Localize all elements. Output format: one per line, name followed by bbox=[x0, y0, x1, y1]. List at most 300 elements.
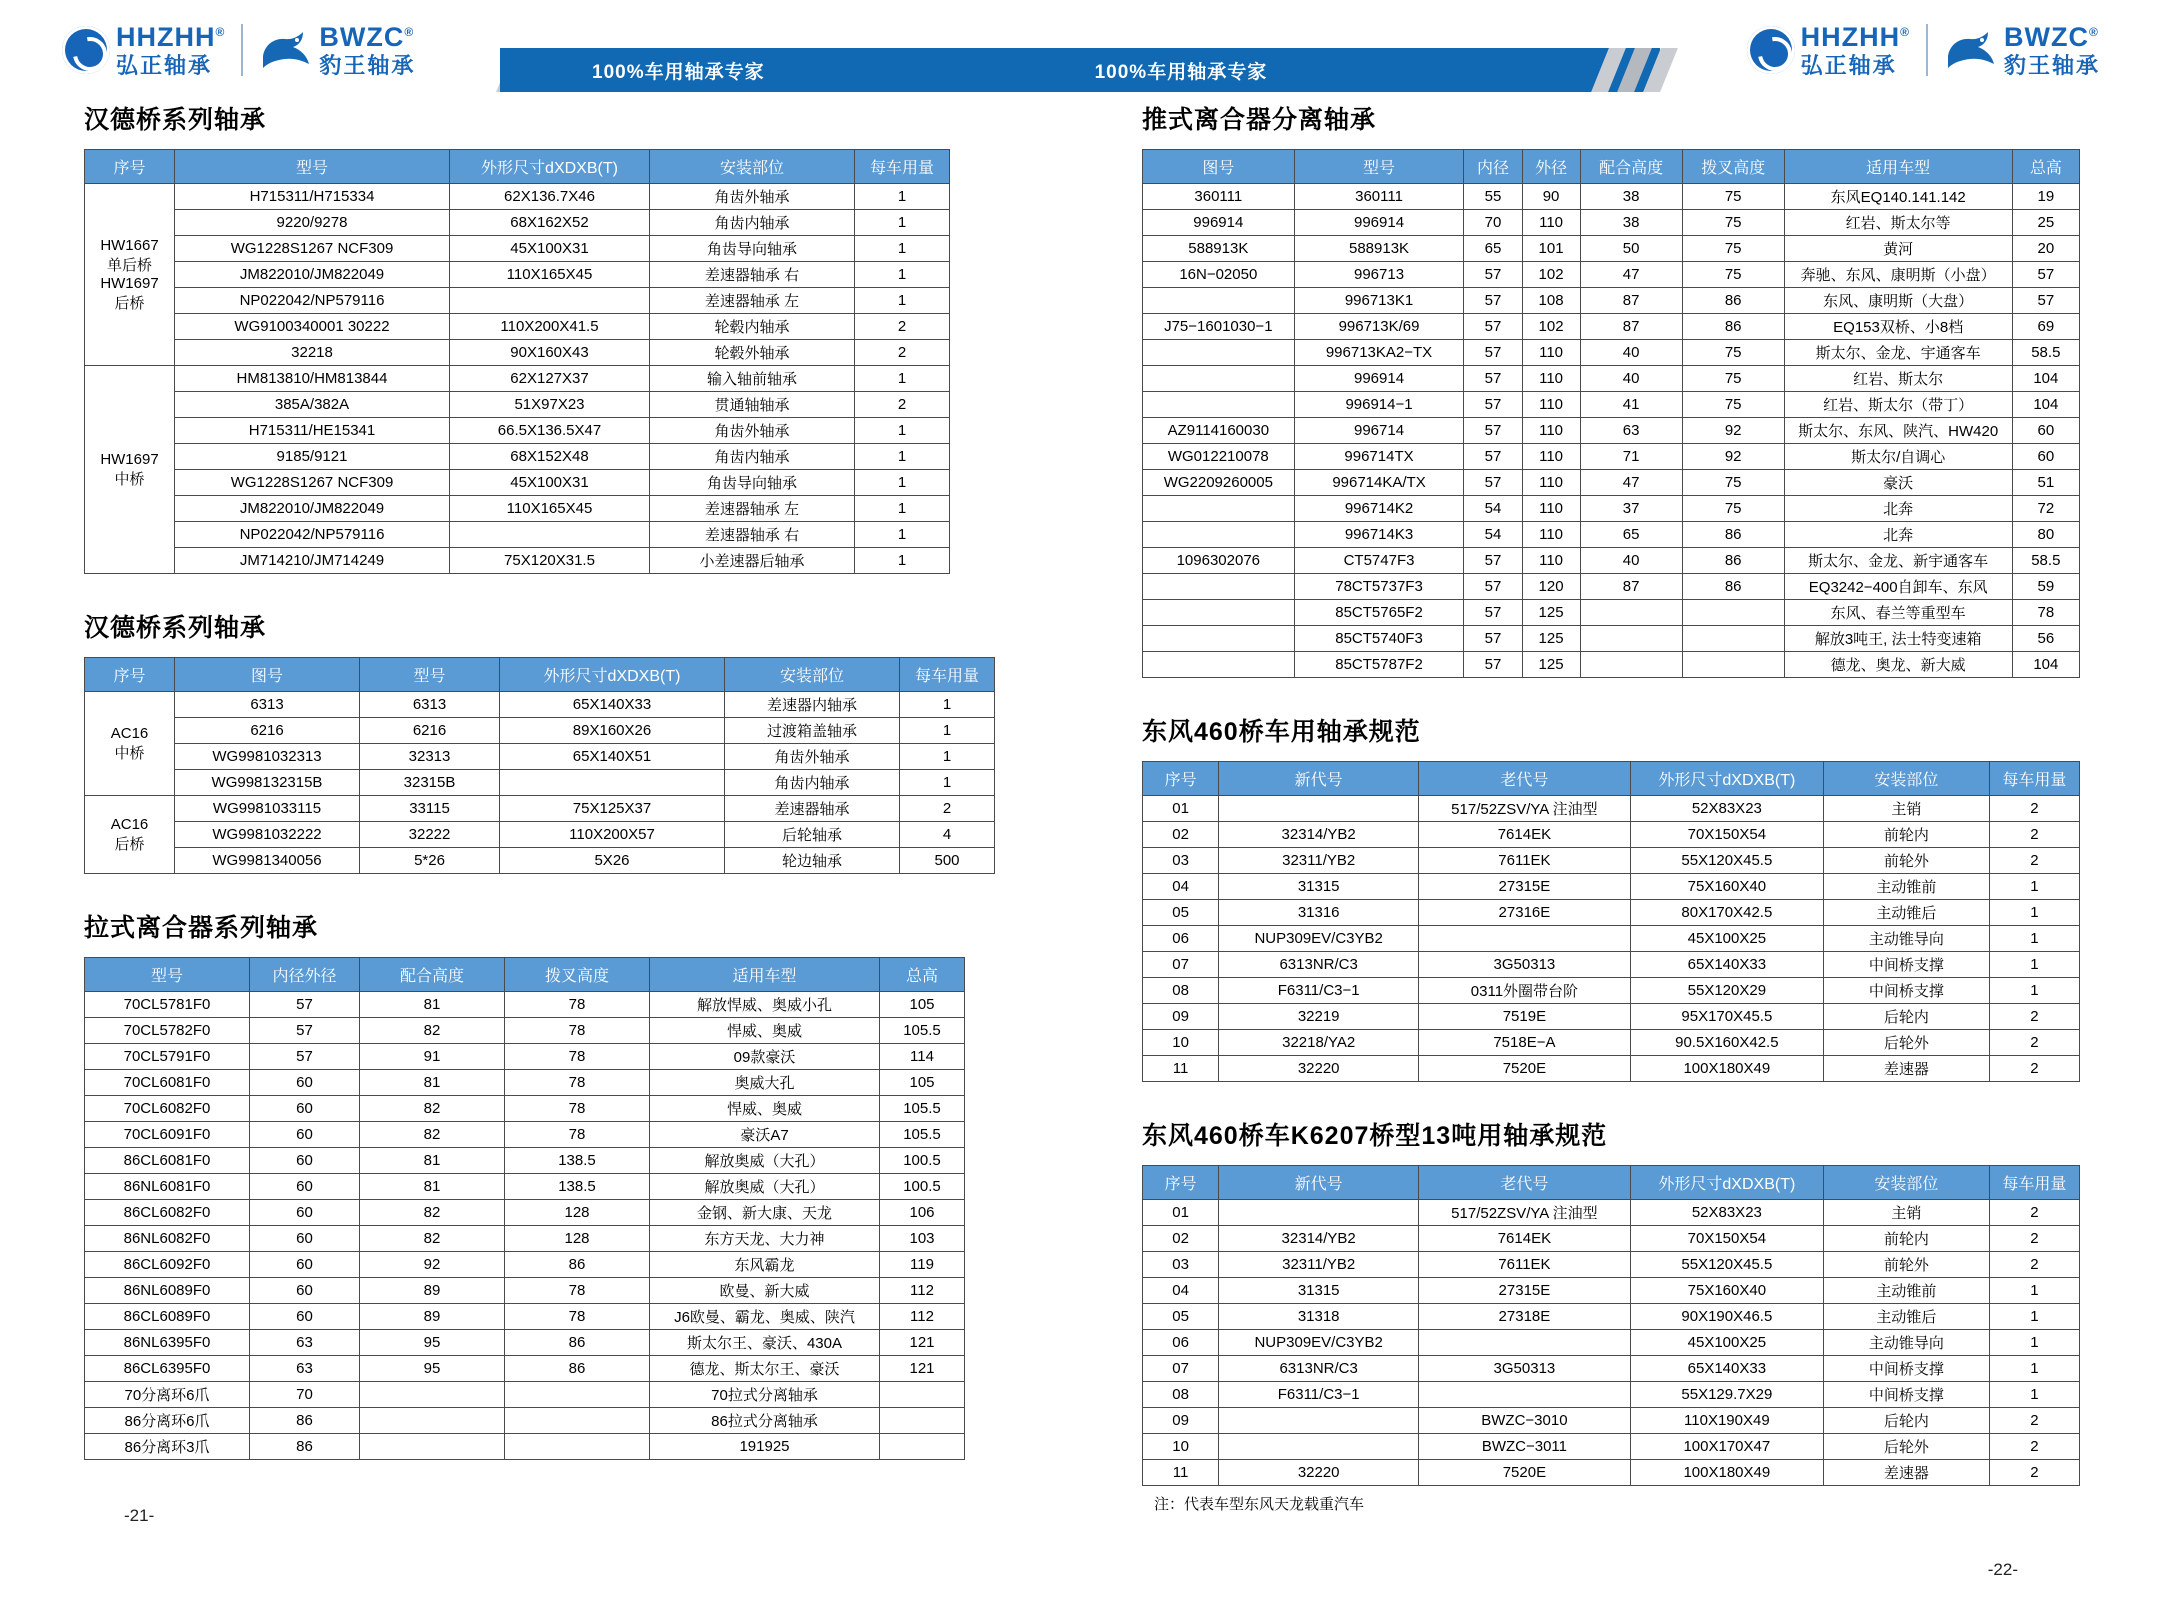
table-row bbox=[85, 692, 995, 718]
table-cell: 45X100X25 bbox=[1630, 926, 1823, 952]
table-cell: 82 bbox=[360, 1122, 505, 1148]
right-column bbox=[1120, 100, 2080, 1608]
table-cell: 主动锥导向 bbox=[1824, 926, 1990, 952]
hhzhh-bearing-icon bbox=[62, 26, 110, 74]
table-cell: 4 bbox=[900, 822, 995, 848]
table-cell: 32222 bbox=[360, 822, 500, 848]
column-header: 图号 bbox=[175, 658, 360, 692]
table-cell: 59 bbox=[2012, 574, 2079, 600]
table-cell: 996714 bbox=[1294, 418, 1464, 444]
table-cell: 7611EK bbox=[1419, 848, 1630, 874]
table-cell: 金钢、新大康、天龙 bbox=[650, 1200, 880, 1226]
table-cell: 996713KA2−TX bbox=[1294, 340, 1464, 366]
column-header: 每车用量 bbox=[900, 658, 995, 692]
column-header: 序号 bbox=[85, 150, 175, 184]
table-cell: 82 bbox=[360, 1018, 505, 1044]
table-cell: 104 bbox=[2012, 392, 2079, 418]
group-label-cell: AC16 后桥 bbox=[85, 796, 175, 874]
table-cell: 32313 bbox=[360, 744, 500, 770]
table-cell: 86分离环6爪 bbox=[85, 1408, 250, 1434]
column-header: 内径 bbox=[1464, 150, 1522, 184]
table-cell bbox=[360, 1382, 505, 1408]
table-cell: 996714K3 bbox=[1294, 522, 1464, 548]
table-cell: 70X150X54 bbox=[1630, 1226, 1823, 1252]
table-row bbox=[85, 1174, 965, 1200]
table-cell: 黄河 bbox=[1784, 236, 2012, 262]
table-cell: NUP309EV/C3YB2 bbox=[1219, 1330, 1419, 1356]
table-cell: 60 bbox=[250, 1278, 360, 1304]
table-row bbox=[85, 1018, 965, 1044]
table-row bbox=[1143, 314, 2080, 340]
table-cell: AZ9114160030 bbox=[1143, 418, 1295, 444]
table-cell bbox=[1682, 626, 1784, 652]
table-cell: NUP309EV/C3YB2 bbox=[1219, 926, 1419, 952]
table-cell: 25 bbox=[2012, 210, 2079, 236]
table-cell: 86 bbox=[505, 1252, 650, 1278]
table-cell: 57 bbox=[1464, 392, 1522, 418]
table-cell: 87 bbox=[1580, 288, 1682, 314]
table-cell: 60 bbox=[250, 1226, 360, 1252]
group-label-cell: HW1667 单后桥 HW1697 后桥 bbox=[85, 184, 175, 366]
table-cell bbox=[500, 770, 725, 796]
chevron-decoration-right bbox=[1600, 48, 1669, 92]
table-row bbox=[1143, 1304, 2080, 1330]
table-cell: 2 bbox=[1989, 1226, 2079, 1252]
table-cell: 95X170X45.5 bbox=[1630, 1004, 1823, 1030]
column-header: 总高 bbox=[2012, 150, 2079, 184]
table-cell: 欧曼、新大威 bbox=[650, 1278, 880, 1304]
table-cell: 108 bbox=[1522, 288, 1580, 314]
table-cell: 5X26 bbox=[500, 848, 725, 874]
table-row bbox=[1143, 1434, 2080, 1460]
table-row bbox=[1143, 900, 2080, 926]
table-cell: 角齿内轴承 bbox=[650, 444, 855, 470]
table-cell: 103 bbox=[880, 1226, 965, 1252]
table-cell bbox=[1219, 1434, 1419, 1460]
table-cell: 1 bbox=[855, 496, 950, 522]
table-cell: 角齿外轴承 bbox=[725, 744, 900, 770]
table-cell: 33115 bbox=[360, 796, 500, 822]
table-cell: 191925 bbox=[650, 1434, 880, 1460]
table-cell: 57 bbox=[1464, 366, 1522, 392]
table-cell: 东风、康明斯（大盘） bbox=[1784, 288, 2012, 314]
table-cell bbox=[1682, 652, 1784, 678]
table-row bbox=[1143, 952, 2080, 978]
page-header bbox=[0, 0, 2162, 100]
table-cell: 31318 bbox=[1219, 1304, 1419, 1330]
table-row bbox=[1143, 1460, 2080, 1486]
table-cell: 10 bbox=[1143, 1030, 1219, 1056]
table-cell: 27315E bbox=[1419, 874, 1630, 900]
table-cell: 前轮外 bbox=[1824, 1252, 1990, 1278]
table-cell: 斯太尔、金龙、新宇通客车 bbox=[1784, 548, 2012, 574]
table-row bbox=[1143, 288, 2080, 314]
column-header: 外形尺寸dXDXB(T) bbox=[450, 150, 650, 184]
table-cell: 57 bbox=[1464, 418, 1522, 444]
table-cell: 86 bbox=[1682, 522, 1784, 548]
table-cell: 27315E bbox=[1419, 1278, 1630, 1304]
table-header-row bbox=[85, 958, 965, 992]
table-cell: 32219 bbox=[1219, 1004, 1419, 1030]
table-cell: 1 bbox=[855, 184, 950, 210]
table-cell bbox=[1219, 1200, 1419, 1226]
table-cell: 差速器 bbox=[1824, 1460, 1990, 1486]
column-header: 安装部位 bbox=[650, 150, 855, 184]
table-cell: 75 bbox=[1682, 496, 1784, 522]
table-cell: 2 bbox=[900, 796, 995, 822]
column-header: 型号 bbox=[1294, 150, 1464, 184]
hhzhh-brand-cn-right: 弘正轴承 bbox=[1800, 52, 1897, 78]
table-row bbox=[1143, 1226, 2080, 1252]
table-row bbox=[1143, 470, 2080, 496]
table-cell: 86NL6395F0 bbox=[85, 1330, 250, 1356]
table-cell: J75−1601030−1 bbox=[1143, 314, 1295, 340]
table-cell: 51X97X23 bbox=[450, 392, 650, 418]
column-header: 配合高度 bbox=[360, 958, 505, 992]
table-cell: 78 bbox=[505, 1044, 650, 1070]
table-cell: 588913K bbox=[1143, 236, 1295, 262]
table-cell: 85CT5765F2 bbox=[1294, 600, 1464, 626]
table-cell bbox=[360, 1408, 505, 1434]
table-cell: 6313 bbox=[175, 692, 360, 718]
table-cell: 100X180X49 bbox=[1630, 1056, 1823, 1082]
column-header: 外形尺寸dXDXB(T) bbox=[500, 658, 725, 692]
table-cell: 60 bbox=[250, 1304, 360, 1330]
section-tuishi bbox=[1120, 100, 2080, 678]
table-cell: WG9981340056 bbox=[175, 848, 360, 874]
table-row bbox=[85, 1044, 965, 1070]
table-cell: 红岩、斯太尔 bbox=[1784, 366, 2012, 392]
table-cell: 60 bbox=[250, 1174, 360, 1200]
table-cell: 102 bbox=[1522, 262, 1580, 288]
table-cell: H715311/H715334 bbox=[175, 184, 450, 210]
table-cell: 9185/9121 bbox=[175, 444, 450, 470]
table-cell: 角齿内轴承 bbox=[650, 210, 855, 236]
table-cell: 45X100X31 bbox=[450, 236, 650, 262]
table-cell: 81 bbox=[360, 1070, 505, 1096]
column-header: 老代号 bbox=[1419, 1166, 1630, 1200]
left-column bbox=[62, 100, 1022, 1608]
table-cell bbox=[505, 1408, 650, 1434]
table-cell: BWZC−3010 bbox=[1419, 1408, 1630, 1434]
table-cell: 110X165X45 bbox=[450, 262, 650, 288]
table-cell: 54 bbox=[1464, 496, 1522, 522]
table-cell: 112 bbox=[880, 1304, 965, 1330]
table-cell bbox=[1219, 796, 1419, 822]
table-cell: 7611EK bbox=[1419, 1252, 1630, 1278]
table-cell: 09 bbox=[1143, 1004, 1219, 1030]
brand-logo-left bbox=[62, 15, 415, 85]
table-row bbox=[1143, 822, 2080, 848]
hhzhh-brand-en: HHZHH® bbox=[116, 21, 226, 52]
table-cell: 517/52ZSV/YA 注油型 bbox=[1419, 796, 1630, 822]
table-cell: 75 bbox=[1682, 262, 1784, 288]
table-cell: 70X150X54 bbox=[1630, 822, 1823, 848]
table-row bbox=[85, 314, 950, 340]
table-cell: WG2209260005 bbox=[1143, 470, 1295, 496]
table-cell: WG9100340001 30222 bbox=[175, 314, 450, 340]
table-cell: 517/52ZSV/YA 注油型 bbox=[1419, 1200, 1630, 1226]
table-cell: 轮毂内轴承 bbox=[650, 314, 855, 340]
table-cell: 1 bbox=[1989, 952, 2079, 978]
table-cell: 104 bbox=[2012, 652, 2079, 678]
table-row bbox=[85, 1434, 965, 1460]
table-cell: 110 bbox=[1522, 444, 1580, 470]
page-number-right: -22- bbox=[1987, 1560, 2018, 1579]
table-header-row bbox=[1143, 762, 2080, 796]
column-header: 总高 bbox=[880, 958, 965, 992]
bwzc-brand-cn-right: 豹王轴承 bbox=[2003, 52, 2100, 78]
table-cell: 1 bbox=[855, 210, 950, 236]
table-cell: 16N−02050 bbox=[1143, 262, 1295, 288]
table-cell: 78 bbox=[505, 1070, 650, 1096]
table-cell: 52X83X23 bbox=[1630, 1200, 1823, 1226]
table-cell: 82 bbox=[360, 1226, 505, 1252]
page-columns bbox=[0, 100, 2162, 1608]
table-cell: 57 bbox=[2012, 262, 2079, 288]
table-cell: 7614EK bbox=[1419, 822, 1630, 848]
table-cell: 2 bbox=[855, 392, 950, 418]
column-header: 安装部位 bbox=[1824, 762, 1990, 796]
table-cell: 45X100X25 bbox=[1630, 1330, 1823, 1356]
table-cell: 后轮内 bbox=[1824, 1408, 1990, 1434]
table-cell: 2 bbox=[1989, 1056, 2079, 1082]
table-cell: 121 bbox=[880, 1356, 965, 1382]
table-cell: 52X83X23 bbox=[1630, 796, 1823, 822]
table-cell: 60 bbox=[250, 1252, 360, 1278]
table-cell: 54 bbox=[1464, 522, 1522, 548]
table-cell: F6311/C3−1 bbox=[1219, 1382, 1419, 1408]
table-cell: 70拉式分离轴承 bbox=[650, 1382, 880, 1408]
table-cell: 110 bbox=[1522, 210, 1580, 236]
table-row bbox=[85, 366, 950, 392]
table-cell: 100X180X49 bbox=[1630, 1460, 1823, 1486]
table-cell: 70CL6082F0 bbox=[85, 1096, 250, 1122]
table-cell: 0311外圈带台阶 bbox=[1419, 978, 1630, 1004]
table-cell: 后轮外 bbox=[1824, 1434, 1990, 1460]
table-cell: 121 bbox=[880, 1330, 965, 1356]
table-cell: 32314/YB2 bbox=[1219, 1226, 1419, 1252]
table-cell: 68X152X48 bbox=[450, 444, 650, 470]
table-cell: 86CL6081F0 bbox=[85, 1148, 250, 1174]
table-cell: 78 bbox=[505, 992, 650, 1018]
table-cell: 87 bbox=[1580, 314, 1682, 340]
table-cell: 65 bbox=[1464, 236, 1522, 262]
table-cell: 6216 bbox=[360, 718, 500, 744]
table-cell: 588913K bbox=[1294, 236, 1464, 262]
table-cell: 2 bbox=[1989, 1004, 2079, 1030]
table-cell: 70 bbox=[1464, 210, 1522, 236]
table-cell: 75X160X40 bbox=[1630, 1278, 1823, 1304]
table-cell: H715311/HE15341 bbox=[175, 418, 450, 444]
table-cell: WG012210078 bbox=[1143, 444, 1295, 470]
table-cell: 57 bbox=[1464, 288, 1522, 314]
table-row bbox=[1143, 796, 2080, 822]
column-header: 适用车型 bbox=[1784, 150, 2012, 184]
table-row bbox=[1143, 1200, 2080, 1226]
table-cell: 63 bbox=[250, 1356, 360, 1382]
table-row bbox=[1143, 1330, 2080, 1356]
table-cell: 角齿内轴承 bbox=[725, 770, 900, 796]
table-tuishi bbox=[1142, 149, 2080, 678]
table-cell: 贯通轴轴承 bbox=[650, 392, 855, 418]
table-cell bbox=[505, 1434, 650, 1460]
table-row bbox=[1143, 1056, 2080, 1082]
column-header: 外径 bbox=[1522, 150, 1580, 184]
table-cell: 86 bbox=[1682, 314, 1784, 340]
table-cell bbox=[1419, 926, 1630, 952]
table-cell: 85CT5740F3 bbox=[1294, 626, 1464, 652]
table-cell: NP022042/NP579116 bbox=[175, 522, 450, 548]
table-cell: 红岩、斯太尔（带丁） bbox=[1784, 392, 2012, 418]
table-cell: 81 bbox=[360, 992, 505, 1018]
table-cell: 55X120X45.5 bbox=[1630, 848, 1823, 874]
table-cell: 106 bbox=[880, 1200, 965, 1226]
section-handeqiao-2 bbox=[62, 608, 1022, 874]
table-cell: 57 bbox=[1464, 470, 1522, 496]
table-cell: 57 bbox=[1464, 262, 1522, 288]
table-cell bbox=[1143, 652, 1295, 678]
table-cell: 75 bbox=[1682, 236, 1784, 262]
table-cell: 114 bbox=[880, 1044, 965, 1070]
hhzhh-brand-cn: 弘正轴承 bbox=[116, 52, 213, 78]
table-row bbox=[1143, 626, 2080, 652]
table-row bbox=[1143, 210, 2080, 236]
table-cell: 31316 bbox=[1219, 900, 1419, 926]
table-cell: 996714K2 bbox=[1294, 496, 1464, 522]
table-cell: 2 bbox=[855, 314, 950, 340]
table-cell: 2 bbox=[855, 340, 950, 366]
table-row bbox=[85, 210, 950, 236]
table-row bbox=[1143, 548, 2080, 574]
table-row bbox=[1143, 340, 2080, 366]
table-cell: 57 bbox=[250, 1018, 360, 1044]
table-cell bbox=[1682, 600, 1784, 626]
table-row bbox=[85, 1304, 965, 1330]
table-cell: 01 bbox=[1143, 1200, 1219, 1226]
table-cell: 360111 bbox=[1143, 184, 1295, 210]
table-cell: 中间桥支撑 bbox=[1824, 1382, 1990, 1408]
table-cell: F6311/C3−1 bbox=[1219, 978, 1419, 1004]
column-header: 适用车型 bbox=[650, 958, 880, 992]
table-handeqiao-2 bbox=[84, 657, 995, 874]
table-cell: 1 bbox=[855, 262, 950, 288]
table-cell: 东风EQ140.141.142 bbox=[1784, 184, 2012, 210]
table-cell: 47 bbox=[1580, 262, 1682, 288]
table-cell: 120 bbox=[1522, 574, 1580, 600]
table-cell: 110 bbox=[1522, 340, 1580, 366]
table-row bbox=[85, 1382, 965, 1408]
column-header: 安装部位 bbox=[1824, 1166, 1990, 1200]
table-cell: 差速器轴承 右 bbox=[650, 522, 855, 548]
table-row bbox=[85, 992, 965, 1018]
table-row bbox=[1143, 1278, 2080, 1304]
table-cell: 32311/YB2 bbox=[1219, 848, 1419, 874]
table-cell: 2 bbox=[1989, 1460, 2079, 1486]
table-cell: 中间桥支撑 bbox=[1824, 978, 1990, 1004]
slogan-left: 100%车用轴承专家 bbox=[592, 61, 765, 83]
table-cell bbox=[1419, 1382, 1630, 1408]
section-title-lashi: 拉式离合器系列轴承 bbox=[84, 914, 319, 942]
table-cell: 轮毂外轴承 bbox=[650, 340, 855, 366]
table-cell: WG9981032313 bbox=[175, 744, 360, 770]
table-cell: 86分离环3爪 bbox=[85, 1434, 250, 1460]
table-cell: 78 bbox=[505, 1278, 650, 1304]
table-cell: 1 bbox=[900, 718, 995, 744]
table-cell: 57 bbox=[1464, 652, 1522, 678]
table-cell: 悍威、奥威 bbox=[650, 1018, 880, 1044]
table-cell: 角齿外轴承 bbox=[650, 418, 855, 444]
section-df460k bbox=[1120, 1116, 2080, 1514]
table-cell: 差速器内轴承 bbox=[725, 692, 900, 718]
table-cell: 385A/382A bbox=[175, 392, 450, 418]
table-cell: HM813810/HM813844 bbox=[175, 366, 450, 392]
table-cell: 解放悍威、奥威小孔 bbox=[650, 992, 880, 1018]
column-header: 序号 bbox=[85, 658, 175, 692]
bwzc-logo bbox=[259, 21, 416, 78]
table-cell: 47 bbox=[1580, 470, 1682, 496]
table-cell: 86NL6082F0 bbox=[85, 1226, 250, 1252]
table-cell: 1 bbox=[1989, 1330, 2079, 1356]
table-cell: 996914 bbox=[1294, 366, 1464, 392]
table-cell: 1 bbox=[855, 548, 950, 574]
table-cell: 豪沃 bbox=[1784, 470, 2012, 496]
table-row bbox=[1143, 392, 2080, 418]
table-row bbox=[1143, 236, 2080, 262]
table-row bbox=[85, 548, 950, 574]
table-cell: 78 bbox=[505, 1096, 650, 1122]
table-cell: 57 bbox=[250, 992, 360, 1018]
table-cell: 08 bbox=[1143, 978, 1219, 1004]
table-cell: 70分离环6爪 bbox=[85, 1382, 250, 1408]
table-cell: 东方天龙、大力神 bbox=[650, 1226, 880, 1252]
table-cell: 东风霸龙 bbox=[650, 1252, 880, 1278]
table-cell bbox=[1143, 522, 1295, 548]
table-cell bbox=[1580, 600, 1682, 626]
table-cell bbox=[1143, 626, 1295, 652]
table-cell: 2 bbox=[1989, 1408, 2079, 1434]
table-cell: 斯太尔、东风、陕汽、HW420 bbox=[1784, 418, 2012, 444]
table-cell: 75 bbox=[1682, 470, 1784, 496]
table-row bbox=[1143, 496, 2080, 522]
column-header: 老代号 bbox=[1419, 762, 1630, 796]
table-cell: WG9981032222 bbox=[175, 822, 360, 848]
table-note-df460k: 注：代表车型东风天龙载重汽车 bbox=[1154, 1496, 1365, 1513]
table-cell: 19 bbox=[2012, 184, 2079, 210]
table-cell: 德龙、斯太尔王、豪沃 bbox=[650, 1356, 880, 1382]
table-cell: 角齿导向轴承 bbox=[650, 236, 855, 262]
table-cell: 360111 bbox=[1294, 184, 1464, 210]
table-cell: 前轮内 bbox=[1824, 822, 1990, 848]
table-cell: NP022042/NP579116 bbox=[175, 288, 450, 314]
table-cell: 输入轴前轴承 bbox=[650, 366, 855, 392]
table-cell: 6313NR/C3 bbox=[1219, 1356, 1419, 1382]
table-cell: 125 bbox=[1522, 652, 1580, 678]
table-cell: 128 bbox=[505, 1226, 650, 1252]
table-cell: 50 bbox=[1580, 236, 1682, 262]
table-cell: 78 bbox=[505, 1018, 650, 1044]
table-cell: 65X140X33 bbox=[1630, 952, 1823, 978]
table-cell: 90X190X46.5 bbox=[1630, 1304, 1823, 1330]
table-cell: 6216 bbox=[175, 718, 360, 744]
table-cell: WG998132315B bbox=[175, 770, 360, 796]
table-cell: 89 bbox=[360, 1304, 505, 1330]
table-cell: 小差速器后轴承 bbox=[650, 548, 855, 574]
hhzhh-bearing-icon-right bbox=[1747, 26, 1795, 74]
table-cell: 66.5X136.5X47 bbox=[450, 418, 650, 444]
table-row bbox=[85, 236, 950, 262]
table-cell: 75X160X40 bbox=[1630, 874, 1823, 900]
